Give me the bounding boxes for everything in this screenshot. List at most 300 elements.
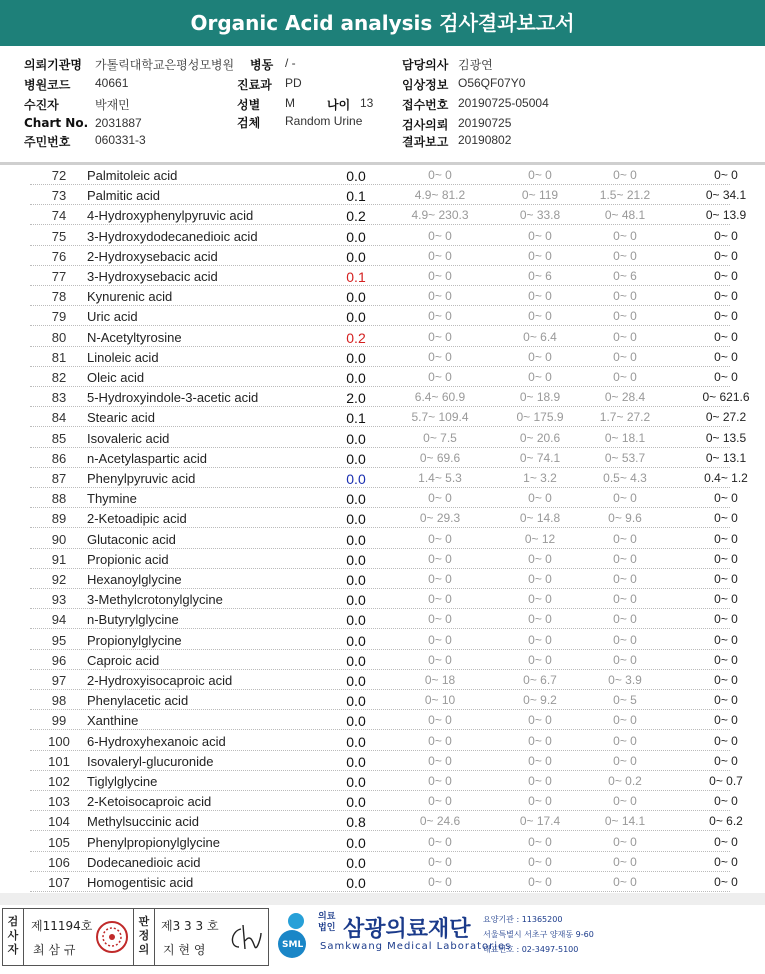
reference-range-2: 0~ 12 <box>524 531 556 546</box>
reference-range-1: 0~ 0 <box>428 329 452 344</box>
reference-range-1: 5.7~ 109.4 <box>411 410 469 425</box>
reference-range-3: 0~ 0 <box>613 531 637 546</box>
row-number: 98 <box>51 693 67 709</box>
inspector-license: 제11194호 <box>31 919 93 933</box>
request-value: 20190725 <box>458 116 512 130</box>
row-divider <box>30 405 730 407</box>
reference-range-2: 0~ 0 <box>528 834 552 849</box>
hospital-code-label: 병원코드 <box>24 78 71 92</box>
specimen-label: 검체 <box>237 116 261 130</box>
corp-code: 요양기관 : 11365200 <box>483 915 563 924</box>
ward-label: 병동 <box>250 58 274 72</box>
row-divider <box>30 223 730 225</box>
reference-range-4: 0~ 0 <box>714 289 738 304</box>
table-row <box>0 530 765 550</box>
row-number: 90 <box>51 531 67 547</box>
result-value: 0.0 <box>346 370 366 386</box>
analyte-name: 3-Methylcrotonylglycine <box>87 592 223 608</box>
dept-label: 진료과 <box>237 78 272 92</box>
row-divider <box>30 769 730 771</box>
reference-range-2: 0~ 0 <box>528 854 552 869</box>
result-value: 0.0 <box>346 652 366 669</box>
row-number: 73 <box>51 188 67 204</box>
signature-box <box>2 908 269 966</box>
table-row <box>0 206 765 226</box>
table-row <box>0 732 765 752</box>
row-divider <box>30 587 730 589</box>
reference-range-3: 0~ 0 <box>613 875 637 889</box>
result-value: 0.0 <box>346 349 366 366</box>
reference-range-1: 0~ 0 <box>428 875 452 889</box>
row-divider <box>30 648 730 650</box>
reference-range-4: 0~ 0 <box>714 228 738 243</box>
row-number: 103 <box>48 794 70 810</box>
result-value: 0.0 <box>346 450 366 467</box>
reference-range-2: 0~ 6.4 <box>523 329 557 344</box>
reference-range-4: 0~ 0 <box>714 551 738 566</box>
reference-range-4: 0~ 0 <box>714 834 738 849</box>
result-value: 0.8 <box>346 814 366 831</box>
analyte-name: Xanthine <box>87 713 139 729</box>
reference-range-3: 0~ 0 <box>613 309 637 324</box>
table-row <box>0 166 765 186</box>
row-number: 81 <box>51 349 67 365</box>
reference-range-1: 0~ 0 <box>428 733 452 748</box>
row-divider <box>30 446 730 448</box>
reference-range-3: 0~ 0 <box>613 753 637 768</box>
row-number: 87 <box>51 471 67 486</box>
row-number: 79 <box>51 309 67 325</box>
result-value: 0.0 <box>346 713 366 730</box>
reference-range-1: 0~ 0 <box>428 612 452 627</box>
reference-range-4: 0~ 0 <box>714 511 738 526</box>
reference-range-2: 0~ 0 <box>528 248 552 263</box>
analyte-name: 2-Hydroxyisocaproic acid <box>87 673 233 688</box>
reference-range-1: 0~ 18 <box>424 673 456 687</box>
table-row <box>0 509 765 529</box>
reference-range-2: 0~ 0 <box>528 632 552 647</box>
table-row <box>0 429 765 449</box>
analyte-name: Glutaconic acid <box>87 531 176 547</box>
reference-range-4: 0~ 0 <box>714 875 738 889</box>
row-number: 76 <box>51 248 67 264</box>
analyte-name: Dodecanedioic acid <box>87 854 201 870</box>
reference-range-3: 0~ 48.1 <box>604 208 646 223</box>
row-divider <box>30 728 730 730</box>
table-row <box>0 186 765 206</box>
clinical-label: 임상정보 <box>402 78 449 92</box>
analyte-name: N-Acetyltyrosine <box>87 329 182 345</box>
footer-divider <box>0 893 765 905</box>
analyte-name: 6-Hydroxyhexanoic acid <box>87 733 226 749</box>
row-divider <box>30 486 730 488</box>
corp-address: 서울특별시 서초구 양재동 9-60 <box>483 930 594 939</box>
row-divider <box>30 183 730 185</box>
row-divider <box>30 870 730 872</box>
row-divider <box>30 264 730 266</box>
reference-range-3: 0~ 0 <box>613 289 637 304</box>
reference-range-3: 0~ 0 <box>613 794 637 809</box>
receipt-value: 20190725-05004 <box>458 96 549 110</box>
report-date-label: 결과보고 <box>402 135 449 149</box>
row-divider <box>30 567 730 569</box>
row-number: 101 <box>48 753 70 769</box>
reference-range-1: 0~ 29.3 <box>419 511 461 526</box>
reference-range-1: 0~ 0 <box>428 289 452 304</box>
age-label: 나이 <box>327 98 351 112</box>
corp-english-name: Samkwang Medical Laboratories <box>320 941 512 952</box>
row-divider <box>30 365 730 367</box>
reference-range-3: 0~ 0 <box>613 491 637 506</box>
reference-range-3: 0~ 0 <box>613 632 637 647</box>
reference-range-1: 0~ 0 <box>428 632 452 647</box>
reference-range-4: 0~ 6.2 <box>709 814 743 829</box>
reference-range-1: 0~ 0 <box>428 551 452 566</box>
row-divider <box>30 789 730 791</box>
analyte-name: Propionylglycine <box>87 632 182 648</box>
analyte-name: n-Butyrylglycine <box>87 612 179 628</box>
row-number: 80 <box>51 329 67 345</box>
patient-header <box>0 52 765 156</box>
analyte-name: 3-Hydroxysebacic acid <box>87 269 218 284</box>
result-value: 0.2 <box>346 208 366 225</box>
row-divider <box>30 829 730 831</box>
reference-range-3: 0~ 0 <box>613 713 637 728</box>
result-value: 0.0 <box>346 228 366 245</box>
row-divider <box>30 526 730 528</box>
reference-range-1: 0~ 0 <box>428 349 452 364</box>
reference-range-2: 0~ 0 <box>528 875 552 889</box>
doctor-value: 김광연 <box>458 58 493 72</box>
analyte-name: Isovaleric acid <box>87 430 170 446</box>
row-number: 93 <box>51 592 67 608</box>
reference-range-3: 0~ 5 <box>613 693 637 708</box>
row-number: 75 <box>51 228 67 244</box>
reference-range-1: 4.9~ 230.3 <box>411 208 469 223</box>
reference-range-4: 0~ 0.7 <box>709 774 743 788</box>
reference-range-4: 0~ 0 <box>714 632 738 647</box>
reference-range-1: 0~ 0 <box>428 572 452 586</box>
table-row <box>0 651 765 671</box>
table-row <box>0 590 765 610</box>
corp-name: 삼광의료재단 <box>343 917 471 942</box>
row-divider <box>30 708 730 710</box>
reference-range-3: 0~ 18.1 <box>604 430 646 445</box>
reference-range-4: 0~ 0 <box>714 753 738 768</box>
reference-range-3: 0~ 0 <box>613 248 637 263</box>
reference-range-4: 0~ 0 <box>714 652 738 667</box>
reference-range-1: 0~ 7.5 <box>423 430 457 445</box>
analyte-name: 5-Hydroxyindole-3-acetic acid <box>87 390 259 406</box>
age-value: 13 <box>360 96 374 110</box>
row-number: 94 <box>51 612 67 628</box>
result-value: 0.1 <box>346 410 366 427</box>
reference-range-3: 0~ 0 <box>613 612 637 627</box>
row-number: 96 <box>51 652 67 668</box>
reference-range-3: 0~ 0 <box>613 834 637 849</box>
result-value: 0.0 <box>346 531 366 548</box>
table-row <box>0 267 765 287</box>
reference-range-2: 0~ 0 <box>528 794 552 809</box>
table-row <box>0 348 765 368</box>
table-row <box>0 469 765 489</box>
row-number: 72 <box>51 168 67 183</box>
reference-range-2: 0~ 0 <box>528 652 552 667</box>
reference-range-4: 0~ 13.5 <box>705 430 747 445</box>
analyte-name: Phenylacetic acid <box>87 693 189 709</box>
reference-range-4: 0~ 0 <box>714 592 738 607</box>
analyte-name: Linoleic acid <box>87 349 159 365</box>
row-number: 78 <box>51 289 67 305</box>
row-divider <box>30 345 730 347</box>
logo-text: SML <box>282 940 304 950</box>
table-row <box>0 631 765 651</box>
row-number: 85 <box>51 430 67 446</box>
analyte-name: Kynurenic acid <box>87 289 173 305</box>
analyte-name: Stearic acid <box>87 410 155 426</box>
result-value: 0.0 <box>346 592 366 609</box>
reference-range-1: 0~ 0 <box>428 491 452 506</box>
analyte-name: 2-Ketoisocaproic acid <box>87 794 212 810</box>
result-value: 0.0 <box>346 551 366 568</box>
reference-range-2: 0~ 33.8 <box>519 208 561 223</box>
row-number: 82 <box>51 370 67 385</box>
analyte-name: Uric acid <box>87 309 138 325</box>
reference-range-2: 0~ 175.9 <box>516 410 564 425</box>
reference-range-1: 6.4~ 60.9 <box>414 390 466 405</box>
row-divider <box>30 688 730 690</box>
reference-range-2: 0~ 74.1 <box>519 450 561 465</box>
reference-range-2: 0~ 0 <box>528 592 552 607</box>
reference-range-2: 0~ 9.2 <box>523 693 557 708</box>
reference-range-1: 0~ 0 <box>428 794 452 809</box>
row-divider <box>30 466 730 468</box>
reference-range-3: 0~ 0 <box>613 168 637 182</box>
analyte-name: n-Acetylaspartic acid <box>87 450 207 466</box>
reference-range-3: 0.5~ 4.3 <box>603 471 647 485</box>
reference-range-2: 0~ 0 <box>528 289 552 304</box>
collector-value: 박재민 <box>95 98 130 112</box>
result-value: 0.0 <box>346 430 366 447</box>
row-number: 104 <box>48 814 70 830</box>
row-divider <box>30 627 730 629</box>
reference-range-2: 0~ 18.9 <box>519 390 561 405</box>
table-row <box>0 833 765 853</box>
sex-value: M <box>285 96 295 110</box>
table-row <box>0 752 765 772</box>
table-row <box>0 711 765 731</box>
inspector-seal-icon <box>95 919 129 955</box>
result-value: 2.0 <box>346 390 366 407</box>
doctor-label: 담당의사 <box>402 58 449 72</box>
reference-range-1: 0~ 0 <box>428 370 452 384</box>
specimen-value: Random Urine <box>285 114 363 128</box>
analyte-name: 3-Hydroxydodecanedioic acid <box>87 228 258 244</box>
reference-range-3: 0~ 28.4 <box>604 390 646 405</box>
reference-range-1: 0~ 69.6 <box>419 450 461 465</box>
row-divider <box>30 607 730 609</box>
reference-range-3: 1.7~ 27.2 <box>599 410 651 425</box>
row-number: 102 <box>48 774 70 789</box>
reference-range-1: 0~ 0 <box>428 652 452 667</box>
table-row <box>0 691 765 711</box>
result-value: 0.0 <box>346 471 366 487</box>
reference-range-4: 0~ 13.1 <box>705 450 747 465</box>
reference-range-3: 0~ 0 <box>613 854 637 869</box>
reference-range-2: 0~ 0 <box>528 168 552 182</box>
reviewer-label: 판정의 <box>133 909 155 965</box>
reference-range-4: 0~ 0 <box>714 269 738 283</box>
reference-range-3: 0~ 0 <box>613 349 637 364</box>
hospital-code-value: 40661 <box>95 76 129 90</box>
table-row <box>0 792 765 812</box>
reference-range-2: 0~ 0 <box>528 370 552 384</box>
reference-range-2: 0~ 0 <box>528 612 552 627</box>
clinical-value: O56QF07Y0 <box>458 76 526 90</box>
result-value: 0.0 <box>346 248 366 265</box>
institution-label: 의뢰기관명 <box>24 58 82 72</box>
reference-range-1: 0~ 0 <box>428 834 452 849</box>
reference-range-4: 0~ 0 <box>714 713 738 728</box>
row-divider <box>30 244 730 246</box>
row-number: 91 <box>51 551 67 567</box>
row-number: 97 <box>51 673 67 688</box>
reference-range-1: 0~ 0 <box>428 774 452 788</box>
reference-range-3: 0~ 53.7 <box>604 450 646 465</box>
reference-range-3: 0~ 0 <box>613 733 637 748</box>
reference-range-2: 0~ 6 <box>528 269 552 283</box>
table-row <box>0 610 765 630</box>
reference-range-3: 0~ 0 <box>613 592 637 607</box>
result-value: 0.0 <box>346 572 366 588</box>
reference-range-4: 0~ 0 <box>714 168 738 182</box>
reference-range-4: 0~ 0 <box>714 673 738 687</box>
reference-range-4: 0.4~ 1.2 <box>704 471 748 485</box>
dept-value: PD <box>285 76 302 90</box>
analyte-name: Phenylpropionylglycine <box>87 834 220 850</box>
reference-range-4: 0~ 0 <box>714 329 738 344</box>
table-row <box>0 853 765 873</box>
reference-range-4: 0~ 0 <box>714 612 738 627</box>
row-divider <box>30 668 730 670</box>
result-value: 0.1 <box>346 188 366 205</box>
table-row <box>0 449 765 469</box>
reference-range-1: 0~ 0 <box>428 168 452 182</box>
reference-range-2: 1~ 3.2 <box>523 471 557 485</box>
request-label: 검사의뢰 <box>402 118 449 132</box>
reference-range-1: 4.9~ 81.2 <box>414 188 466 203</box>
row-number: 95 <box>51 632 67 648</box>
reference-range-2: 0~ 0 <box>528 733 552 748</box>
row-divider <box>30 506 730 508</box>
reference-range-4: 0~ 0 <box>714 370 738 384</box>
result-value: 0.0 <box>346 673 366 689</box>
row-number: 99 <box>51 713 67 729</box>
chart-label: Chart No. <box>24 116 89 130</box>
analyte-name: Oleic acid <box>87 370 145 385</box>
table-row <box>0 247 765 267</box>
analyte-name: Isovaleryl-glucuronide <box>87 753 214 769</box>
row-number: 88 <box>51 491 67 507</box>
id-value: 060331-3 <box>95 133 146 147</box>
reference-range-2: 0~ 0 <box>528 753 552 768</box>
row-divider <box>30 304 730 306</box>
analyte-name: Palmitic acid <box>87 188 160 204</box>
corp-phone: 대표번호 : 02-3497-5100 <box>483 945 579 954</box>
analyte-name: Hexanoylglycine <box>87 572 182 587</box>
row-number: 74 <box>51 208 67 224</box>
table-row <box>0 550 765 570</box>
sex-label: 성별 <box>237 98 261 112</box>
result-value: 0.0 <box>346 854 366 871</box>
result-value: 0.0 <box>346 753 366 770</box>
chart-value: 2031887 <box>95 116 142 130</box>
reference-range-4: 0~ 621.6 <box>702 390 750 405</box>
row-divider <box>30 890 730 892</box>
reference-range-4: 0~ 0 <box>714 248 738 263</box>
result-value: 0.0 <box>346 309 366 326</box>
reference-range-3: 0~ 0 <box>613 551 637 566</box>
reference-range-4: 0~ 0 <box>714 854 738 869</box>
table-row <box>0 307 765 327</box>
reference-range-1: 0~ 24.6 <box>419 814 461 829</box>
analyte-name: Thymine <box>87 491 137 507</box>
result-value: 0.0 <box>346 612 366 629</box>
analyte-name: Homogentisic acid <box>87 875 194 890</box>
result-value: 0.0 <box>346 168 366 184</box>
reference-range-2: 0~ 0 <box>528 228 552 243</box>
report-date-value: 20190802 <box>458 133 512 147</box>
table-row <box>0 570 765 590</box>
table-row <box>0 368 765 388</box>
row-number: 84 <box>51 410 67 426</box>
reference-range-1: 0~ 0 <box>428 269 452 283</box>
reference-range-1: 0~ 0 <box>428 592 452 607</box>
reference-range-4: 0~ 27.2 <box>705 410 747 425</box>
result-value: 0.0 <box>346 774 366 790</box>
row-number: 83 <box>51 390 67 406</box>
reference-range-2: 0~ 0 <box>528 572 552 586</box>
table-row <box>0 227 765 247</box>
reference-range-2: 0~ 0 <box>528 774 552 788</box>
reference-range-3: 0~ 9.6 <box>608 511 642 526</box>
result-value: 0.0 <box>346 693 366 710</box>
reference-range-4: 0~ 0 <box>714 531 738 546</box>
table-row <box>0 812 765 832</box>
reference-range-3: 0~ 6 <box>613 269 637 283</box>
result-value: 0.0 <box>346 875 366 891</box>
row-number: 107 <box>48 875 70 890</box>
row-divider <box>30 749 730 751</box>
reference-range-2: 0~ 119 <box>521 188 559 203</box>
reference-range-2: 0~ 0 <box>528 551 552 566</box>
reviewer-signature-icon <box>225 923 263 955</box>
reference-range-1: 0~ 0 <box>428 531 452 546</box>
reference-range-1: 0~ 10 <box>424 693 456 708</box>
reference-range-2: 0~ 0 <box>528 349 552 364</box>
row-divider <box>30 203 730 205</box>
analyte-name: 4-Hydroxyphenylpyruvic acid <box>87 208 254 224</box>
reference-range-4: 0~ 0 <box>714 349 738 364</box>
reference-range-3: 0~ 0 <box>613 652 637 667</box>
row-divider <box>30 324 730 326</box>
table-row <box>0 408 765 428</box>
analyte-name: Methylsuccinic acid <box>87 814 199 830</box>
row-divider <box>30 850 730 852</box>
header-divider <box>0 162 765 165</box>
row-divider <box>30 809 730 811</box>
receipt-label: 접수번호 <box>402 98 449 112</box>
